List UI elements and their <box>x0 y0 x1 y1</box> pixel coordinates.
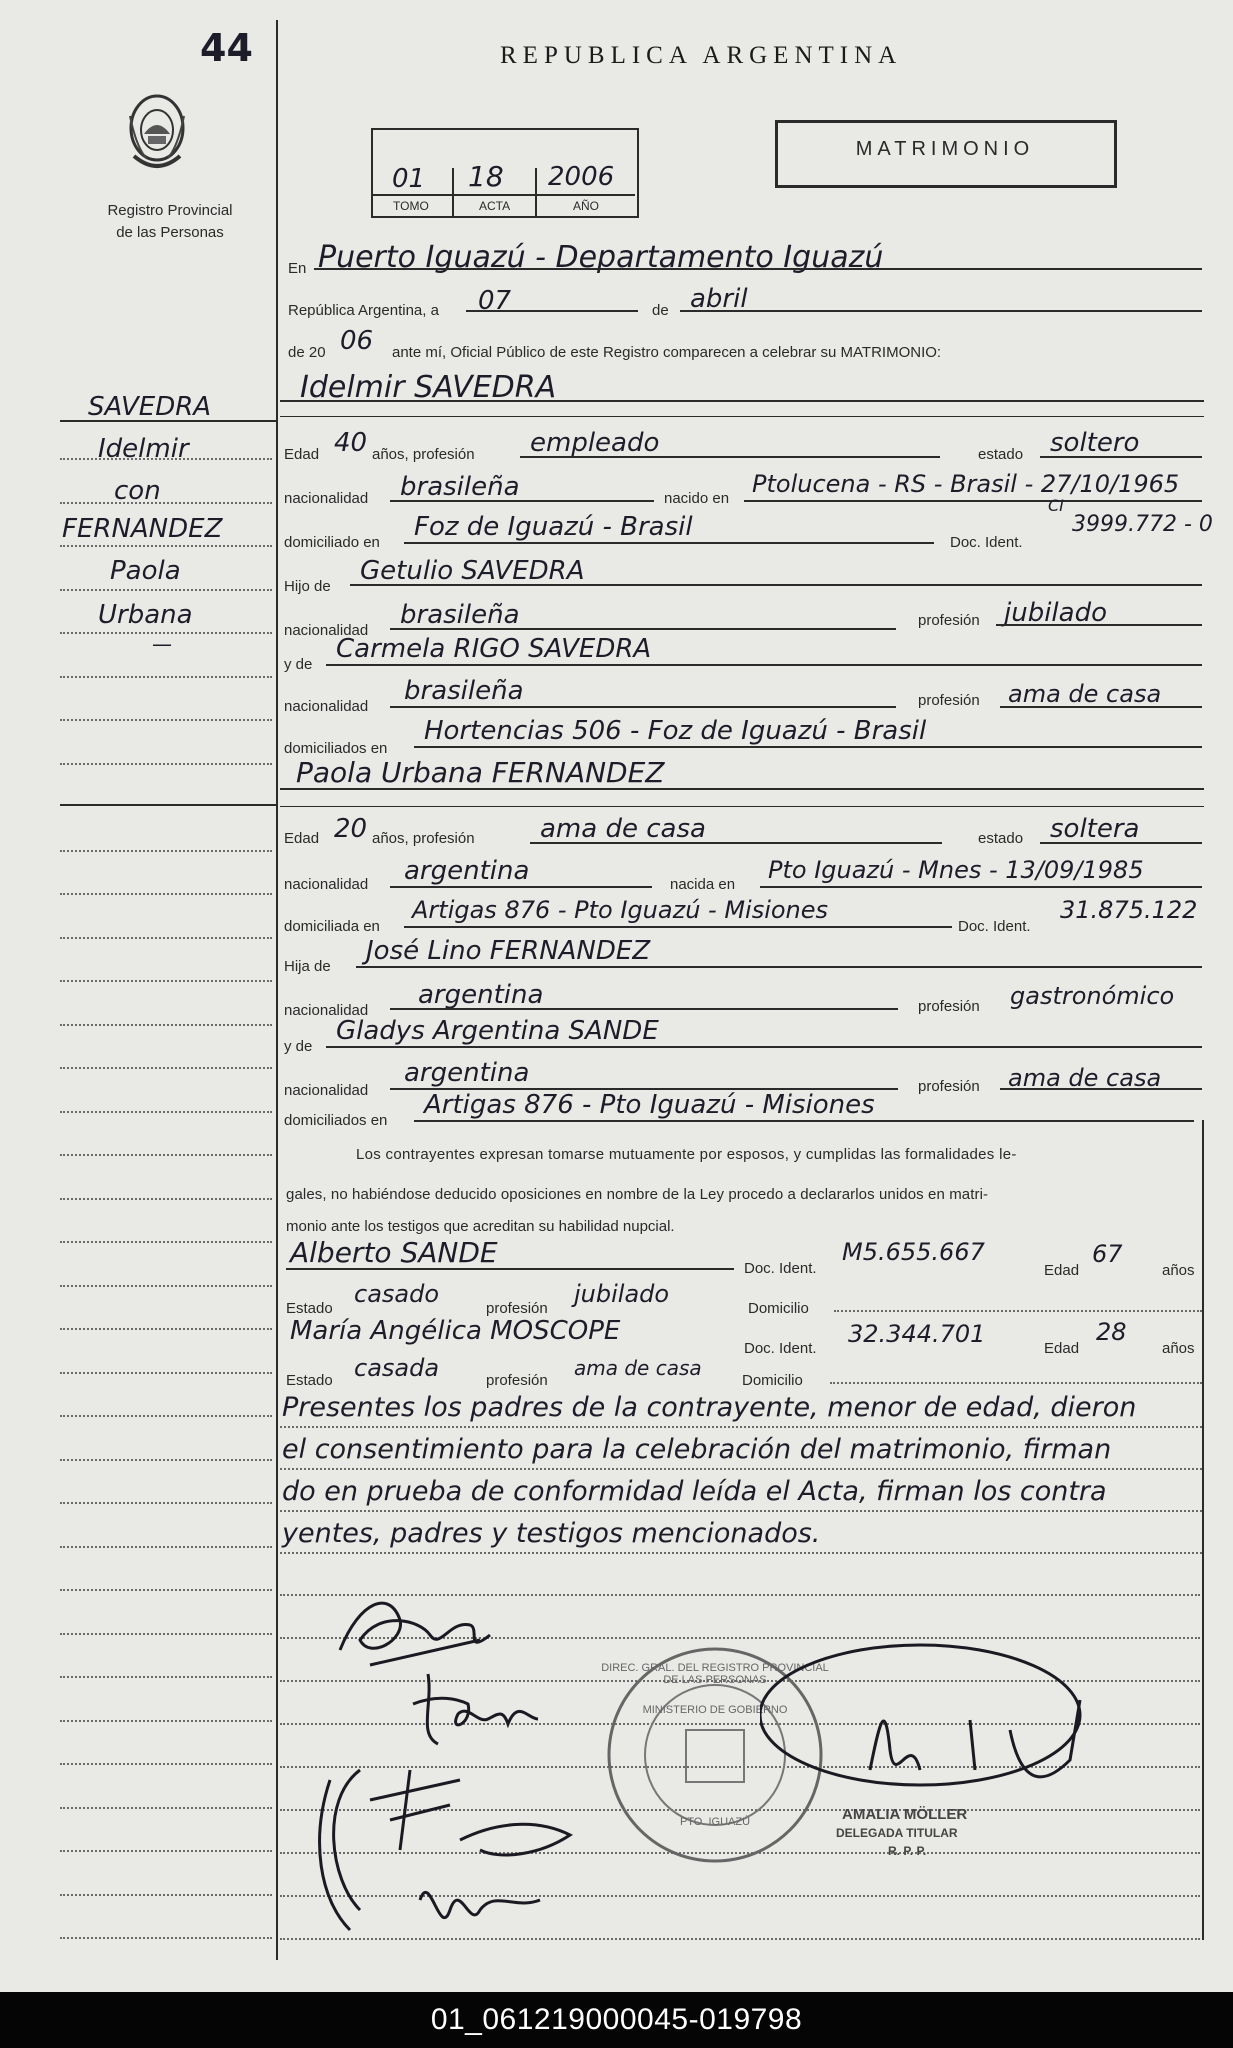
republic-label: República Argentina, a <box>288 302 439 319</box>
ruled-line <box>60 1850 272 1852</box>
witness2-doc: 32.344.701 <box>848 1320 986 1348</box>
groom-parents-address-label: domiciliados en <box>284 740 388 757</box>
declaration-line2: gales, no habiéndose deducido oposiciones en nombre de la Ley procedo a declararlos unidos en matri- <box>286 1186 989 1203</box>
ruled-line <box>60 1328 272 1330</box>
ruled-line <box>60 1807 272 1809</box>
groom-mother-prof-label: profesión <box>918 692 980 709</box>
witness2-doc-label: Doc. Ident. <box>744 1340 817 1357</box>
groom-domiciliado-label: domiciliado en <box>284 534 380 551</box>
ruled-line <box>60 980 272 982</box>
bride-parents-address-label: domiciliados en <box>284 1112 388 1129</box>
ruled-line <box>60 676 272 678</box>
seal-inner-text: MINISTERIO DE GOBIERNO <box>642 1704 788 1716</box>
ceremony-month: abril <box>690 284 748 314</box>
ruled-line <box>60 1241 272 1243</box>
provincial-seal-icon <box>126 86 188 186</box>
groom-name: Idelmir SAVEDRA <box>300 370 557 405</box>
country-title: REPUBLICA ARGENTINA <box>500 42 903 69</box>
groom-father-nat-label: nacionalidad <box>284 622 369 639</box>
witness1-anos-label: años <box>1162 1262 1195 1279</box>
year-prefix: de 20 <box>288 344 326 361</box>
ruled-line <box>60 1372 272 1374</box>
margin-surname: SAVEDRA <box>88 392 212 422</box>
bride-mother-profession: ama de casa <box>1008 1064 1162 1092</box>
groom-parents-address: Hortencias 506 - Foz de Iguazú - Brasil <box>424 716 927 746</box>
ruled-line <box>60 1415 272 1417</box>
parents-signatures <box>300 1760 600 1990</box>
ceremony-year: 06 <box>340 326 374 356</box>
groom-father-prof-label: profesión <box>918 612 980 629</box>
tomo-label: TOMO <box>393 199 429 213</box>
witness1-profession: jubilado <box>574 1280 670 1308</box>
bride-birth: Pto Iguazú - Mnes - 13/09/1985 <box>768 856 1144 884</box>
ceremony-place: Puerto Iguazú - Departamento Iguazú <box>318 240 884 275</box>
page-number: 44 <box>200 26 253 70</box>
witness2-profession: ama de casa <box>574 1356 702 1380</box>
witness1-age: 67 <box>1092 1240 1123 1268</box>
ruled-line <box>60 1633 272 1635</box>
ruled-line <box>60 502 272 504</box>
bride-doc: 31.875.122 <box>1060 896 1198 924</box>
ruled-line <box>60 545 272 547</box>
witness1-prof-label: profesión <box>486 1300 548 1317</box>
groom-hijo-label: Hijo de <box>284 578 331 595</box>
bride-mother-prof-label: profesión <box>918 1078 980 1095</box>
ruled-line <box>60 1894 272 1896</box>
bride-anos-label: años, profesión <box>372 830 475 847</box>
witness2-name: María Angélica MOSCOPE <box>290 1316 621 1346</box>
ruled-line <box>60 1154 272 1156</box>
notes-line2: el consentimiento para la celebración del matrimonio, firman <box>282 1434 1112 1465</box>
margin-bride-name1: Paola <box>110 556 181 586</box>
witness2-anos-label: años <box>1162 1340 1195 1357</box>
margin-bride-surname: FERNANDEZ <box>62 514 223 544</box>
bride-doc-label: Doc. Ident. <box>958 918 1031 935</box>
ruled-line <box>60 893 272 895</box>
witness1-doc-label: Doc. Ident. <box>744 1260 817 1277</box>
groom-address: Foz de Iguazú - Brasil <box>414 512 693 542</box>
groom-estado-label: estado <box>978 446 1024 463</box>
bride-parents-address: Artigas 876 - Pto Iguazú - Misiones <box>424 1090 875 1120</box>
groom-mother-nationality: brasileña <box>404 676 524 706</box>
bride-estado-label: estado <box>978 830 1024 847</box>
margin-dash: — <box>152 632 172 656</box>
ceremony-day: 07 <box>478 286 512 316</box>
witness1-edad-label: Edad <box>1044 1262 1080 1279</box>
column-divider <box>276 20 278 1960</box>
bride-father-prof-label: profesión <box>918 998 980 1015</box>
scan-identifier: 01_061219000045-019798 <box>0 1992 1233 2048</box>
official-stamp-title: DELEGADA TITULAR <box>836 1826 958 1840</box>
bride-nationality-label: nacionalidad <box>284 876 369 893</box>
official-signature <box>760 1640 1100 1830</box>
bride-father-nationality: argentina <box>418 980 544 1010</box>
ruled-line <box>60 1459 272 1461</box>
tomo-value: 01 <box>392 164 426 194</box>
groom-doc: 3999.772 - 0 <box>1072 512 1213 537</box>
ruled-line <box>60 458 272 460</box>
witness1-name: Alberto SANDE <box>290 1236 498 1269</box>
bride-profession: ama de casa <box>540 814 706 844</box>
ruled-line <box>60 1763 272 1765</box>
ano-value: 2006 <box>548 162 615 192</box>
ruled-line <box>60 1198 272 1200</box>
groom-father: Getulio SAVEDRA <box>360 556 585 586</box>
bride-mother-nationality: argentina <box>404 1058 530 1088</box>
margin-bride-name2: Urbana <box>98 600 193 630</box>
bride-estado: soltera <box>1050 814 1140 844</box>
margin-given-name: Idelmir <box>98 434 189 464</box>
notes-line1: Presentes los padres de la contrayente, menor de edad, dieron <box>282 1392 1137 1423</box>
groom-profession: empleado <box>530 428 660 458</box>
margin-con: con <box>114 476 161 506</box>
bride-age: 20 <box>334 814 368 844</box>
registry-name-line2: de las Personas <box>116 224 224 241</box>
ruled-line <box>60 1111 272 1113</box>
groom-mother-nat-label: nacionalidad <box>284 698 369 715</box>
witness2-domicilio-label: Domicilio <box>742 1372 803 1389</box>
acta-value: 18 <box>468 160 504 193</box>
seal-outer-text: DIREC. GRAL. DEL REGISTRO PROVINCIAL DE LAS PERSONAS <box>601 1662 829 1686</box>
ruled-line <box>60 1502 272 1504</box>
bride-edad-label: Edad <box>284 830 320 847</box>
witness1-doc: M5.655.667 <box>842 1238 985 1266</box>
bride-domiciliada-label: domiciliada en <box>284 918 380 935</box>
groom-nacido-label: nacido en <box>664 490 730 507</box>
ruled-line <box>60 1067 272 1069</box>
bride-hija-label: Hija de <box>284 958 331 975</box>
ruled-line <box>60 719 272 721</box>
official-stamp-office: R. P. P. <box>888 1844 927 1858</box>
notes-line3: do en prueba de conformidad leída el Acta, firman los contra <box>282 1476 1107 1507</box>
ano-label: AÑO <box>573 199 600 213</box>
ruled-line <box>60 1937 272 1939</box>
ruled-line <box>60 1024 272 1026</box>
bride-mother: Gladys Argentina SANDE <box>336 1016 659 1046</box>
notes-line4: yentes, padres y testigos mencionados. <box>282 1518 821 1549</box>
groom-ci-mark: CI <box>1048 496 1064 515</box>
declaration-line1: Los contrayentes expresan tomarse mutuamente por esposos, y cumplidas las formalidades le- <box>356 1146 1017 1163</box>
groom-mother-profession: ama de casa <box>1008 680 1162 708</box>
ruled-line <box>60 1720 272 1722</box>
ruled-line <box>60 1546 272 1548</box>
bride-name: Paola Urbana FERNANDEZ <box>296 756 665 789</box>
official-stamp-name: AMALIA MÖLLER <box>842 1806 968 1823</box>
declaration-line3: monio ante los testigos que acreditan su habilidad nupcial. <box>286 1218 675 1235</box>
groom-estado: soltero <box>1050 428 1140 458</box>
bride-father: José Lino FERNANDEZ <box>366 936 651 966</box>
bride-nacida-label: nacida en <box>670 876 736 893</box>
bride-yde-label: y de <box>284 1038 313 1055</box>
seal-bottom-text: PTO. IGUAZÚ <box>679 1816 751 1828</box>
groom-yde-label: y de <box>284 656 313 673</box>
en-label: En <box>288 260 307 277</box>
groom-age: 40 <box>334 428 368 458</box>
ruled-line <box>60 937 272 939</box>
witness2-prof-label: profesión <box>486 1372 548 1389</box>
ruled-line <box>60 850 272 852</box>
witness1-domicilio-label: Domicilio <box>748 1300 809 1317</box>
ruled-line <box>60 632 272 634</box>
groom-doc-label: Doc. Ident. <box>950 534 1023 551</box>
ruled-line <box>60 1676 272 1678</box>
bride-address: Artigas 876 - Pto Iguazú - Misiones <box>412 896 829 924</box>
groom-nationality-label: nacionalidad <box>284 490 369 507</box>
bride-nationality: argentina <box>404 856 530 886</box>
ruled-line <box>60 589 272 591</box>
witness1-estado: casado <box>354 1280 440 1308</box>
groom-father-profession: jubilado <box>1004 598 1107 628</box>
acta-label: ACTA <box>479 199 511 213</box>
bride-signature <box>408 1664 568 1754</box>
witness2-estado: casada <box>354 1354 440 1382</box>
bride-mother-nat-label: nacionalidad <box>284 1082 369 1099</box>
registry-name-line1: Registro Provincial <box>107 202 233 219</box>
ruled-line <box>60 1285 272 1287</box>
bride-father-profession: gastronómico <box>1010 982 1175 1010</box>
ceremony-statement: ante mí, Oficial Público de este Registro comparecen a celebrar su MATRIMONIO: <box>392 344 942 361</box>
groom-anos-label: años, profesión <box>372 446 475 463</box>
witness1-estado-label: Estado <box>286 1300 333 1317</box>
groom-birth: Ptolucena - RS - Brasil - 27/10/1965 <box>752 470 1180 498</box>
bride-father-nat-label: nacionalidad <box>284 1002 369 1019</box>
groom-nationality: brasileña <box>400 472 520 502</box>
witness2-age: 28 <box>1096 1318 1127 1346</box>
groom-mother: Carmela RIGO SAVEDRA <box>336 634 652 664</box>
ruled-line <box>60 763 272 765</box>
groom-father-nationality: brasileña <box>400 600 520 630</box>
groom-edad-label: Edad <box>284 446 320 463</box>
witness2-edad-label: Edad <box>1044 1340 1080 1357</box>
witness2-estado-label: Estado <box>286 1372 333 1389</box>
document-type: MATRIMONIO <box>855 138 1035 160</box>
de-label: de <box>652 302 669 319</box>
ruled-line <box>60 1589 272 1591</box>
